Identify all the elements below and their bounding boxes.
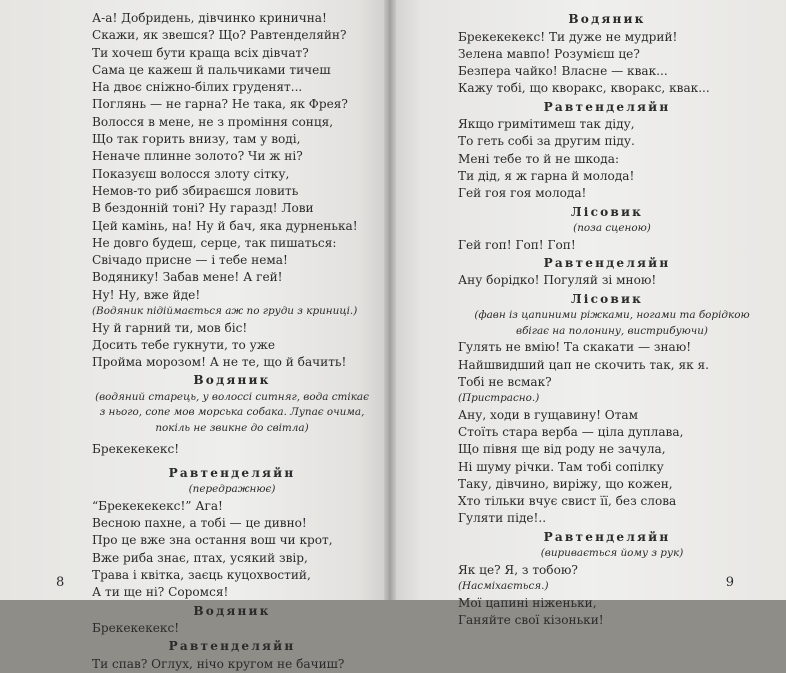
left-page bbox=[0, 0, 390, 671]
verse-line: Пройма морозом! А не те, що й бачить! bbox=[92, 355, 347, 370]
verse-line: Водянику! Забав мене! А гей! bbox=[92, 270, 283, 285]
verse-line: Ні шуму річки. Там тобі сопілку bbox=[458, 459, 664, 474]
right-page-text bbox=[458, 10, 766, 629]
verse-line: Волосся в мене, не з проміння сонця, bbox=[92, 114, 334, 129]
verse-line: Брекекекекс! bbox=[92, 442, 180, 457]
speaker-name: Равтенделяйн bbox=[543, 255, 671, 270]
speaker-name: Водяник bbox=[568, 12, 646, 26]
verse-line: Цей камінь, на! Ну й бач, яка дурненька! bbox=[92, 218, 358, 233]
verse-line: А ти ще ні? Соромся! bbox=[92, 585, 229, 600]
verse-line: Поглянь — не гарна? Не така, як Фрея? bbox=[92, 97, 348, 112]
stage-direction: (фавн із цапиними ріжками, ногами та борідкою вбігає на полонину, вистрибуючи) bbox=[474, 309, 750, 337]
verse-line: Ану, ходи в гущавину! Отам bbox=[458, 407, 639, 422]
verse-line: Немов-то риб збираєшся ловить bbox=[92, 183, 299, 198]
book-spine bbox=[384, 0, 396, 600]
verse-line: Весною пахне, а тобі — це дивно! bbox=[92, 516, 307, 531]
verse-line: Що так горить внизу, там у воді, bbox=[92, 132, 301, 147]
verse-line: А-а! Добридень, дівчинко кринична! bbox=[92, 11, 327, 25]
stage-direction: (передражнює) bbox=[188, 483, 276, 496]
verse-line: Гуляти піде!.. bbox=[458, 511, 547, 526]
verse-line: Найшвидший цап не скочить так, як я. bbox=[458, 357, 709, 372]
verse-line: Стоїть стара верба — ціла дуплава, bbox=[458, 424, 684, 439]
speaker-name: Равтенделяйн bbox=[168, 465, 296, 480]
speaker-name: Водяник bbox=[193, 373, 271, 388]
verse-line: Тобі не всмак? bbox=[458, 374, 552, 389]
verse-line: Вже риба знає, птах, усякий звір, bbox=[92, 550, 308, 565]
verse-line: Як це? Я, з тобою? bbox=[458, 562, 578, 577]
verse-line: Ну й гарний ти, мов біс! bbox=[92, 320, 248, 335]
verse-line: Безпера чайко! Власне — квак... bbox=[458, 64, 668, 79]
stage-direction: (водяний старець, у волоссі ситняг, вода стікає з нього, сопе мов морська собака. Лупає очима, покіль не звикне до світла) bbox=[95, 390, 369, 434]
verse-line: Показуєш волосся злоту сітку, bbox=[92, 166, 290, 181]
verse-line: Сама це кажеш й пальчиками тичеш bbox=[92, 62, 331, 77]
speaker-name: Равтенделяйн bbox=[168, 639, 296, 654]
stage-direction: (Водяник підіймається аж по груди з криниці.) bbox=[92, 305, 358, 318]
verse-line: Ти хочеш бути краща всіх дівчат? bbox=[92, 45, 309, 60]
verse-line: Не довго будеш, серце, так пишаться: bbox=[92, 235, 337, 250]
verse-line: Що півня ще від роду не зачула, bbox=[458, 442, 666, 457]
stage-direction: (виривається йому з рук) bbox=[540, 547, 684, 560]
verse-line: Якщо гримітимеш так діду, bbox=[458, 117, 635, 132]
verse-line: Гулять не вмію! Та скакати — знаю! bbox=[458, 340, 692, 355]
stage-direction: (поза сценою) bbox=[573, 222, 651, 235]
verse-line: Ну! Ну, вже йде! bbox=[92, 287, 201, 302]
verse-line: “Брекекекекс!” Ага! bbox=[92, 498, 223, 513]
verse-line: Про це вже зна остання вош чи крот, bbox=[92, 533, 333, 548]
left-page-text bbox=[92, 10, 372, 673]
verse-line: Досить тебе гукнути, то уже bbox=[92, 337, 276, 352]
speaker-name: Водяник bbox=[193, 603, 271, 618]
verse-line: В бездонній тоні? Ну гаразд! Лови bbox=[92, 201, 314, 216]
verse-line: Гей гоп! Гоп! Гоп! bbox=[458, 237, 576, 252]
verse-line: Зелена мавпо! Розумієш це? bbox=[458, 46, 640, 61]
verse-line: Брекекекекс! Ти дуже не мудрий! bbox=[458, 29, 678, 44]
right-page bbox=[390, 0, 786, 627]
speaker-name: Лісовик bbox=[570, 204, 644, 219]
verse-line: Гей гоя гоя молода! bbox=[458, 186, 587, 201]
verse-line: Хто тільки вчує свист її, без слова bbox=[458, 494, 677, 509]
verse-line: Мені тебе то й не шкода: bbox=[458, 151, 620, 166]
verse-line: Свічадо присне — і тебе нема! bbox=[92, 253, 288, 268]
left-page-number: 8 bbox=[56, 575, 65, 590]
verse-line: Брекекекекс! bbox=[92, 621, 180, 636]
speaker-name: Равтенделяйн bbox=[543, 529, 671, 544]
verse-line: Ти дід, я ж гарна й молода! bbox=[458, 169, 635, 184]
verse-line: Таку, дівчино, виріжу, що кожен, bbox=[458, 476, 673, 491]
verse-line: Скажи, як звешся? Що? Равтенделяйн? bbox=[92, 28, 347, 43]
stage-direction: (Пристрасно.) bbox=[458, 392, 540, 405]
verse-line: Ану борідко! Погуляй зі мною! bbox=[458, 273, 657, 288]
right-page-number: 9 bbox=[725, 575, 734, 590]
verse-line: Мої цапині ніженьки, bbox=[458, 595, 597, 610]
verse-line: На двоє сніжно-білих груденят... bbox=[92, 80, 303, 95]
verse-line: Трава і квітка, заєць куцохвостий, bbox=[92, 567, 311, 582]
verse-line: То геть собі за другим піду. bbox=[458, 134, 635, 149]
verse-line: Неначе плинне золото? Чи ж ні? bbox=[92, 149, 303, 164]
speaker-name: Равтенделяйн bbox=[543, 99, 671, 114]
speaker-name: Лісовик bbox=[570, 291, 644, 306]
stage-direction: (Насміхається.) bbox=[458, 580, 549, 593]
verse-line: Кажу тобі, що кворакс, кворакс, квак... bbox=[458, 81, 710, 96]
verse-line: Ганяйте свої кізоньки! bbox=[458, 612, 604, 627]
verse-line: Ти спав? Оглух, нічо кругом не бачиш? bbox=[92, 656, 345, 671]
